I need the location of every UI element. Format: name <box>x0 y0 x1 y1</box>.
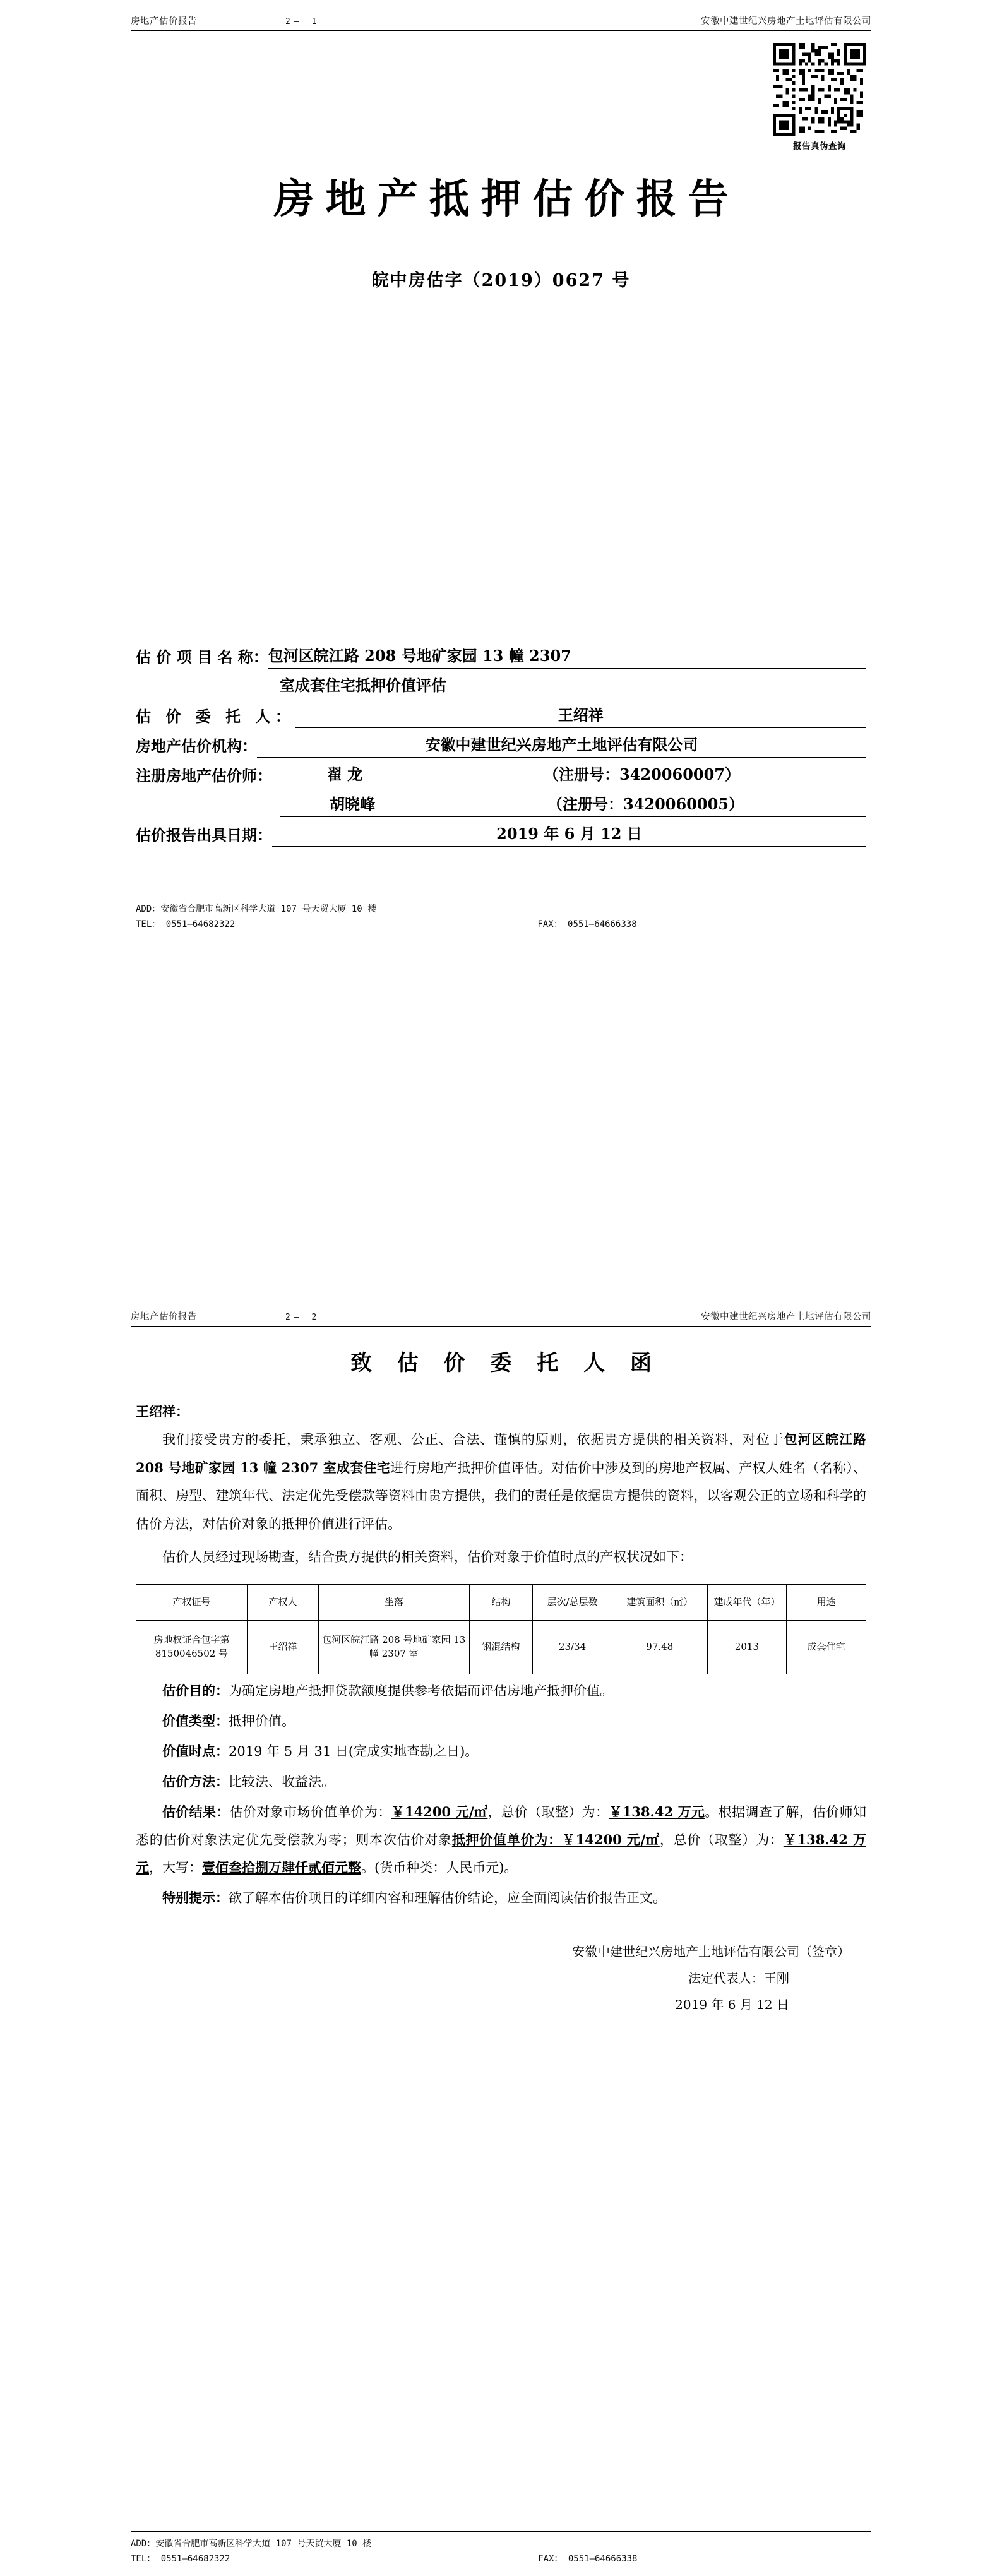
result-mortgage-unit-price: 抵押价值单价为：￥14200 元/㎡ <box>451 1831 660 1847</box>
running-head-left: 房地产估价报告 <box>131 16 197 27</box>
cover-footer <box>136 897 866 933</box>
th-owner: 产权人 <box>247 1584 318 1620</box>
special-notice-label: 特别提示： <box>162 1889 229 1905</box>
footer-tel-page2: TEL： 0551—64682322 <box>131 2554 230 2565</box>
signature-legal-rep: 法定代表人：王刚 <box>688 1970 789 1986</box>
table-row <box>136 1620 866 1674</box>
running-head-page-marker-page2: 2— 2 <box>285 1313 321 1322</box>
running-head-page-marker: 2— 1 <box>285 17 321 27</box>
result-purpose <box>136 1677 866 1705</box>
field-issue-date-value: 2019 年 6 月 12 日 <box>272 823 866 847</box>
result-value-type-text: 抵押价值。 <box>229 1713 295 1729</box>
letter-paragraph-1 <box>136 1426 866 1538</box>
footer-address-label: ADD： <box>136 904 161 914</box>
field-issue-date-label: 估价报告出具日期： <box>136 825 272 844</box>
field-appraiser-label: 注册房地产估价师： <box>136 766 272 785</box>
letter-paragraph-1-part-a: 我们接受贵方的委托，秉承独立、客观、公正、合法、谨慎的原则，依据贵方提供的相关资料，对位于 <box>162 1432 784 1447</box>
field-appraiser-1-name: 翟 龙 <box>326 765 363 784</box>
field-project-name-value-line2: 室成套住宅抵押价值评估 <box>280 674 866 698</box>
field-issue-date <box>136 823 866 847</box>
result-valuation-t2: ，总价（取整）为： <box>487 1804 609 1820</box>
field-appraisal-institution-value: 安徽中建世纪兴房地产土地评估有限公司 <box>257 734 866 758</box>
result-valuation <box>136 1798 866 1881</box>
special-notice <box>136 1884 866 1912</box>
result-valuation-t1: 估价对象市场价值单价为： <box>229 1804 391 1820</box>
td-location: 包河区皖江路 208 号地矿家园 13 幢 2307 室 <box>318 1620 469 1674</box>
td-owner: 王绍祥 <box>247 1620 318 1674</box>
field-appraisal-institution <box>136 734 866 758</box>
letter-sheet <box>0 1301 1002 2576</box>
signature-company: 安徽中建世纪兴房地产土地评估有限公司（签章） <box>572 1943 850 1959</box>
result-value-date <box>136 1738 866 1765</box>
property-table <box>136 1584 866 1674</box>
result-valuation-unit-price: ￥14200 元/㎡ <box>391 1803 488 1820</box>
signature-date: 2019 年 6 月 12 日 <box>675 1996 789 2012</box>
table-header-row <box>136 1584 866 1620</box>
letter-paragraph-1-part-c: 进行房地产抵押价值评估。对估价中涉及到的房地产权属、产权人姓名（名称）、面积、房型、建筑年代、法定优先受偿款等资料由贵方提供，我们的责任是依据贵方提供的资料，以客观公正的立场和科学的估价方法，对估价对象的抵押价值进行评估。 <box>136 1460 867 1532</box>
footer-address-value: 安徽省合肥市高新区科学大道 107 号天贸大厦 10 楼 <box>160 904 377 914</box>
letter-paragraph-2: 估价人员经过现场勘查，结合贵方提供的相关资料，估价对象于价值时点的产权状况如下： <box>162 1549 693 1565</box>
footer-fax-page2: FAX： 0551—64666338 <box>538 2554 638 2565</box>
document-number: 皖中房估字（2019）0627 号 <box>371 271 631 290</box>
th-location: 坐落 <box>318 1584 469 1620</box>
field-client-label: 估 价 委 托 人： <box>136 707 295 725</box>
field-project-name-value-line1: 包河区皖江路 208 号地矿家园 13 幢 2307 <box>268 645 866 669</box>
field-appraiser-2-row <box>280 793 866 817</box>
result-valuation-total-price: ￥138.42 万元 <box>609 1803 705 1820</box>
result-value-type <box>136 1707 866 1735</box>
th-usage: 用途 <box>787 1584 866 1620</box>
footer-address-value-page2: 安徽省合肥市高新区科学大道 107 号天贸大厦 10 楼 <box>155 2539 372 2549</box>
running-head-right-page2: 安徽中建世纪兴房地产土地评估有限公司 <box>701 1312 871 1322</box>
result-method <box>136 1768 866 1796</box>
signature-block <box>136 1938 866 2018</box>
result-value-date-label: 价值时点： <box>162 1743 229 1759</box>
special-notice-text: 欲了解本估价项目的详细内容和理解估价结论，应全面阅读估价报告正文。 <box>229 1890 666 1905</box>
result-purpose-text: 为确定房地产抵押贷款额度提供参考依据而评估房地产抵押价值。 <box>229 1683 613 1698</box>
field-appraiser-2 <box>136 793 866 817</box>
letter-title: 致 估 价 委 托 人 函 <box>350 1351 661 1376</box>
result-amount-in-words: 壹佰叁拾捌万肆仟贰佰元整 <box>202 1859 361 1875</box>
footer-address-row <box>136 902 866 917</box>
result-method-label: 估价方法： <box>162 1773 229 1789</box>
field-project-name <box>136 645 866 669</box>
footer-address-row-page2 <box>131 2537 871 2552</box>
th-floor: 层次/总层数 <box>533 1584 612 1620</box>
td-year: 2013 <box>707 1620 787 1674</box>
result-purpose-label: 估价目的： <box>162 1682 229 1698</box>
th-structure: 结构 <box>469 1584 533 1620</box>
td-certificate-no: 房地权证合包字第 8150046502 号 <box>136 1620 248 1674</box>
result-method-text: 比较法、收益法。 <box>229 1774 335 1789</box>
running-head-page2 <box>131 1309 871 1327</box>
result-valuation-t4: ，总价（取整）为： <box>659 1832 784 1847</box>
field-client <box>136 704 866 728</box>
td-floor: 23/34 <box>533 1620 612 1674</box>
letter-paragraph-1-property: 包河区皖江路 208 号地矿家园 13 幢 2307 室成套住宅 <box>136 1431 867 1476</box>
letter-footer <box>131 2531 871 2567</box>
qr-caption: 报告真伪查询 <box>793 141 846 152</box>
result-valuation-t5: ，大写： <box>149 1859 202 1875</box>
th-year: 建成年代（年） <box>707 1584 787 1620</box>
td-usage: 成套住宅 <box>787 1620 866 1674</box>
footer-address-page2 <box>131 2537 538 2552</box>
footer-contact-row-page2 <box>131 2552 871 2567</box>
result-mortgage-total-price: ￥138.42 万元 <box>136 1831 867 1875</box>
field-appraisal-institution-label: 房地产估价机构： <box>136 736 257 755</box>
footer-address <box>136 902 537 917</box>
th-area: 建筑面积（㎡） <box>612 1584 707 1620</box>
running-head <box>131 14 871 31</box>
running-head-right: 安徽中建世纪兴房地产土地评估有限公司 <box>701 16 871 27</box>
field-client-value: 王绍祥 <box>295 704 866 728</box>
result-valuation-label: 估价结果： <box>162 1803 230 1820</box>
field-appraiser-2-name: 胡晓峰 <box>330 795 375 813</box>
cover-fields <box>136 645 866 847</box>
footer-fax: FAX： 0551—64666338 <box>537 919 637 929</box>
td-area: 97.48 <box>612 1620 707 1674</box>
letter-salutation: 王绍祥： <box>136 1404 189 1419</box>
field-appraiser-1-row <box>272 763 866 787</box>
qr-verification-block <box>773 43 866 152</box>
running-head-left-page2: 房地产估价报告 <box>131 1312 197 1322</box>
th-certificate-no: 产权证号 <box>136 1584 248 1620</box>
field-appraiser-1-reg: （注册号：3420060007） <box>544 765 740 784</box>
result-valuation-t3: 。根据调查了解，估价师知悉的估价对象法定优先受偿款为零；则本次估价对象 <box>136 1804 867 1847</box>
footer-tel: TEL： 0551—64682322 <box>136 919 236 929</box>
qr-code-icon <box>773 43 866 136</box>
result-value-date-text: 2019 年 5 月 31 日(完成实地查勘之日)。 <box>229 1743 479 1759</box>
td-structure: 钢混结构 <box>469 1620 533 1674</box>
field-appraiser-1 <box>136 763 866 787</box>
field-appraiser-2-reg: （注册号：3420060005） <box>547 795 744 813</box>
footer-address-label-page2: ADD： <box>131 2539 156 2549</box>
result-value-type-label: 价值类型： <box>162 1712 229 1729</box>
field-project-name-label: 估 价 项 目 名 称： <box>136 647 268 666</box>
footer-contact-row <box>136 917 866 933</box>
result-valuation-t6: 。(货币种类：人民币元)。 <box>361 1859 518 1875</box>
page-title: 房地产抵押估价报告 <box>273 176 740 223</box>
